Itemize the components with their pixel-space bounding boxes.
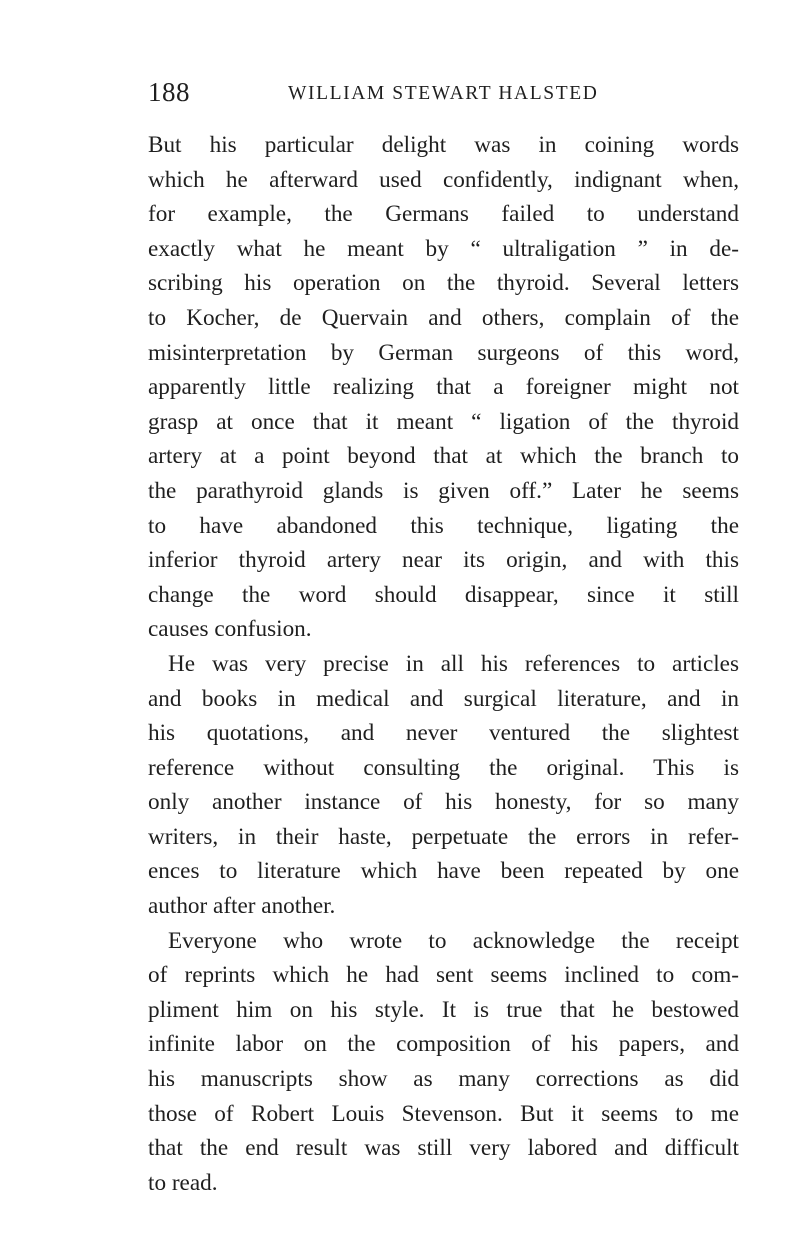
- text-line: apparently little realizing that a foreigner might not: [148, 374, 739, 401]
- text-line: causes confusion.: [148, 616, 312, 643]
- text-line: scribing his operation on the thyroid. Several letters: [148, 270, 739, 297]
- text-line: only another instance of his honesty, for so many: [148, 789, 739, 816]
- text-line: artery at a point beyond that at which the branch to: [148, 443, 739, 470]
- text-line: He was very precise in all his references to articles: [168, 650, 739, 677]
- text-line: reference without consulting the original. This is: [148, 754, 739, 781]
- text-line: those of Robert Louis Stevenson. But it seems to me: [148, 1100, 739, 1127]
- text-line: change the word should disappear, since it still: [148, 581, 739, 608]
- text-line: the parathyroid glands is given off.” Later he seems: [148, 477, 739, 504]
- text-line: and books in medical and surgical literature, and in: [148, 685, 739, 712]
- text-line: But his particular delight was in coining words: [148, 132, 739, 158]
- text-line: his manuscripts show as many corrections as did: [148, 1066, 739, 1093]
- text-line: writers, in their haste, perpetuate the errors in refer-: [148, 823, 739, 850]
- running-title: WILLIAM STEWART HALSTED: [288, 83, 599, 104]
- text-line: grasp at once that it meant “ ligation of the thyroid: [148, 408, 739, 435]
- text-line: to Kocher, de Quervain and others, complain of the: [148, 304, 739, 331]
- text-line: his quotations, and never ventured the slightest: [148, 720, 739, 747]
- text-line: inferior thyroid artery near its origin, and with this: [148, 547, 739, 574]
- text-line: of reprints which he had sent seems inclined to com-: [148, 962, 739, 989]
- text-line: infinite labor on the composition of his papers, and: [148, 1031, 739, 1058]
- text-line: which he afterward used confidently, indignant when,: [148, 166, 739, 193]
- page-header: [148, 74, 739, 110]
- text-line: to have abandoned this technique, ligating the: [148, 512, 739, 539]
- text-line: exactly what he meant by “ ultraligation ” in de-: [148, 235, 739, 262]
- body-text: [148, 128, 739, 1200]
- text-line: misinterpretation by German surgeons of this word,: [148, 339, 739, 366]
- page-number: 188: [148, 77, 190, 107]
- text-line: that the end result was still very labored and difficult: [148, 1135, 739, 1162]
- text-line: to read.: [148, 1169, 218, 1196]
- text-line: pliment him on his style. It is true that he bestowed: [148, 996, 739, 1023]
- text-line: ences to literature which have been repeated by one: [148, 858, 739, 885]
- text-line: author after another.: [148, 893, 336, 920]
- text-line: Everyone who wrote to acknowledge the receipt: [168, 927, 739, 954]
- text-line: for example, the Germans failed to understand: [148, 201, 739, 228]
